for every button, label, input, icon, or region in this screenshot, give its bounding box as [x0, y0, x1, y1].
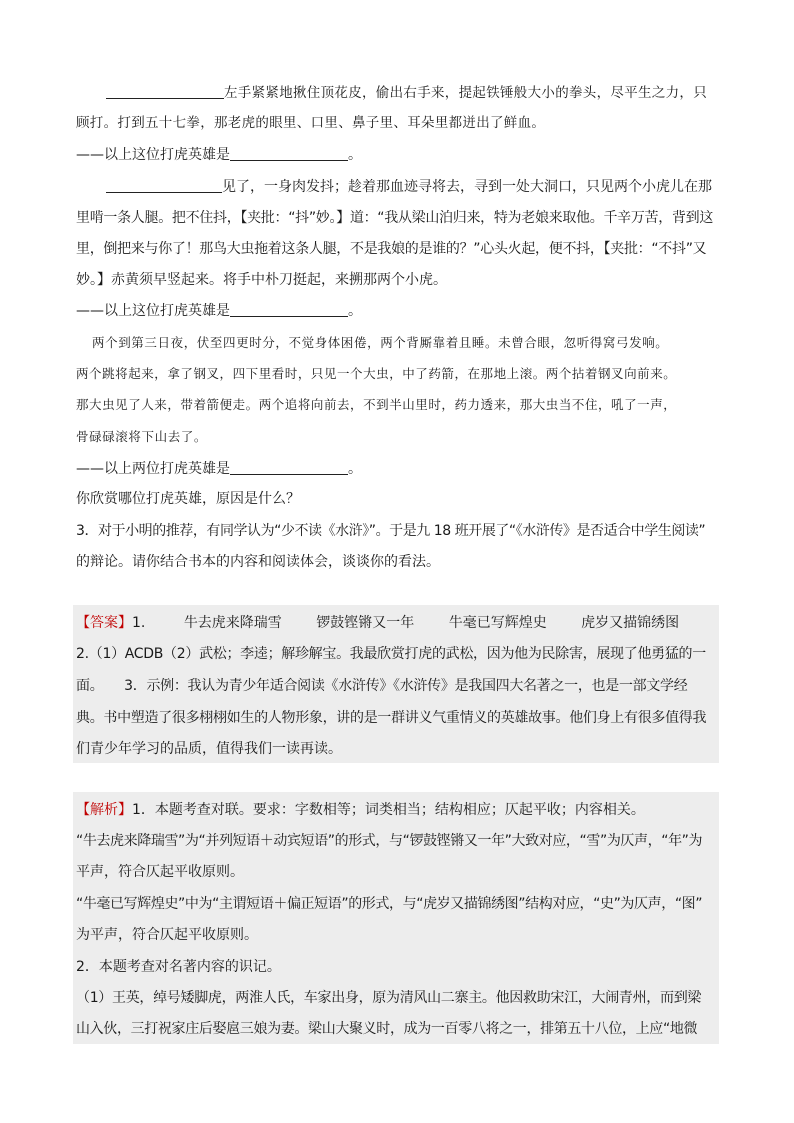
analysis-line3: 平声，符合仄起平收原则。 — [76, 864, 244, 880]
answer-line4: 典。书中塑造了很多栩栩如生的人物形象，讲的是一群讲义气重情义的英雄故事。他们身上有很多值得我 — [76, 710, 707, 726]
analysis-line1 — [76, 801, 645, 819]
analysis-text1: 1．本题考查对联。要求：字数相等；词类相当；结构相应；仄起平收；内容相关。 — [132, 802, 645, 818]
prompt-line-2 — [76, 302, 362, 320]
couplet-3: 牛毫已写辉煌史 — [448, 615, 547, 631]
prompt-text: ——以上这位打虎英雄是 — [76, 303, 230, 319]
passage2-line4: 妙。】赤黄须早竖起来。将手中朴刀挺起，来搠那两个小虎。 — [76, 272, 447, 288]
prompt-end: 。 — [348, 147, 362, 163]
analysis-line4: “牛毫已写辉煌史”中为“主谓短语＋偏正短语”的形式，与“虎岁又描锦绣图”结构对应，“史”为仄声，“图” — [76, 896, 703, 912]
prompt-end: 。 — [348, 303, 362, 319]
passage1-line2: 顾打。打到五十七拳，那老虎的眼里、口里、鼻子里、耳朵里都迸出了鲜血。 — [76, 115, 546, 131]
prompt-end: 。 — [348, 461, 362, 477]
question-3-line2: 的辩论。请你结合书本的内容和阅读体会，谈谈你的看法。 — [76, 554, 440, 570]
analysis-line6: 2．本题考查对名著内容的识记。 — [76, 959, 281, 975]
answer-num: 1. — [132, 615, 146, 631]
answer-blank[interactable] — [230, 460, 348, 475]
prompt-text: ——以上这位打虎英雄是 — [76, 147, 230, 163]
passage3-line1: 两个到第三日夜，伏至四更时分，不觉身体困倦，两个背厮靠着且睡。未曾合眼，忽听得窝弓发响。 — [92, 335, 669, 350]
passage2-line1 — [106, 178, 712, 196]
passage2-line2: 里啃一条人腿。把不住抖，【夹批：“抖”妙。】道：“我从梁山泊归来，特为老娘来取他。千辛万苦，背到这 — [76, 210, 714, 226]
answer-line5: 们青少年学习的品质，值得我们一读再读。 — [76, 741, 342, 757]
analysis-line7: （1）王英，绰号矮脚虎，两淮人氏，车家出身，原为清风山二寨主。他因救助宋江，大闹青州，而到梁 — [76, 990, 702, 1006]
answer-tag: 【答案】 — [76, 615, 132, 631]
answer-blank[interactable] — [230, 146, 348, 161]
answer-blank[interactable] — [230, 302, 348, 317]
passage3-line3: 那大虫见了人来，带着箭便走。两个追将向前去，不到半山里时，药力透来，那大虫当不住，吼了一声， — [76, 397, 677, 412]
analysis-line2: “牛去虎来降瑞雪”为“并列短语＋动宾短语”的形式，与“锣鼓铿锵又一年”大致对应，“雪”为仄声，“年”为 — [76, 833, 703, 849]
prompt-line-1 — [76, 146, 362, 164]
prompt-text: ——以上两位打虎英雄是 — [76, 461, 230, 477]
passage3-line2: 两个跳将起来，拿了钢叉，四下里看时，只见一个大虫，中了药箭，在那地上滚。两个拈着钢叉向前来。 — [76, 366, 677, 381]
couplet-1: 牛去虎来降瑞雪 — [183, 615, 282, 631]
couplet-2: 锣鼓铿锵又一年 — [316, 615, 415, 631]
analysis-line8: 山入伙，三打祝家庄后娶扈三娘为妻。梁山大聚义时，成为一百零八将之一，排第五十八位，上应“地微 — [76, 1021, 698, 1037]
answer-line3: 面。 3．示例：我认为青少年适合阅读《水浒传》《水浒传》是我国四大名著之一，也是一部文学经 — [76, 678, 688, 694]
passage1-line1 — [106, 84, 707, 102]
answer-blank[interactable] — [106, 178, 222, 193]
passage3-line4: 骨碌碌滚将下山去了。 — [76, 429, 208, 444]
analysis-tag: 【解析】 — [76, 802, 132, 818]
question-text: 你欣赏哪位打虎英雄，原因是什么？ — [76, 491, 300, 507]
prompt-line-3 — [76, 460, 362, 478]
passage2-line3: 里，倒把来与你了！那鸟大虫拖着这条人腿，不是我娘的是谁的？”心头火起，便不抖，【夹批：“不抖”又 — [76, 241, 707, 257]
passage1-text1: 左手紧紧地揪住顶花皮，偷出右手来，提起铁锤般大小的拳头，尽平生之力，只 — [224, 85, 707, 101]
passage2-text1: 见了，一身肉发抖；趁着那血迹寻将去，寻到一处大洞口，只见两个小虎儿在那 — [222, 179, 712, 195]
couplet-4: 虎岁又描锦绣图 — [581, 615, 680, 631]
answer-blank[interactable] — [106, 84, 224, 99]
answer-line2: 2.（1）ACDB（2）武松；李逵；解珍解宝。我最欣赏打虎的武松，因为他为民除害，展现了他勇猛的一 — [76, 646, 706, 662]
answer-line1 — [76, 614, 679, 632]
question-3-line1: 3．对于小明的推荐，有同学认为“少不读《水浒》”。于是九 18 班开展了“《水浒传》是否适合中学生阅读” — [76, 523, 706, 539]
analysis-line5: 为平声，符合仄起平收原则。 — [76, 927, 258, 943]
